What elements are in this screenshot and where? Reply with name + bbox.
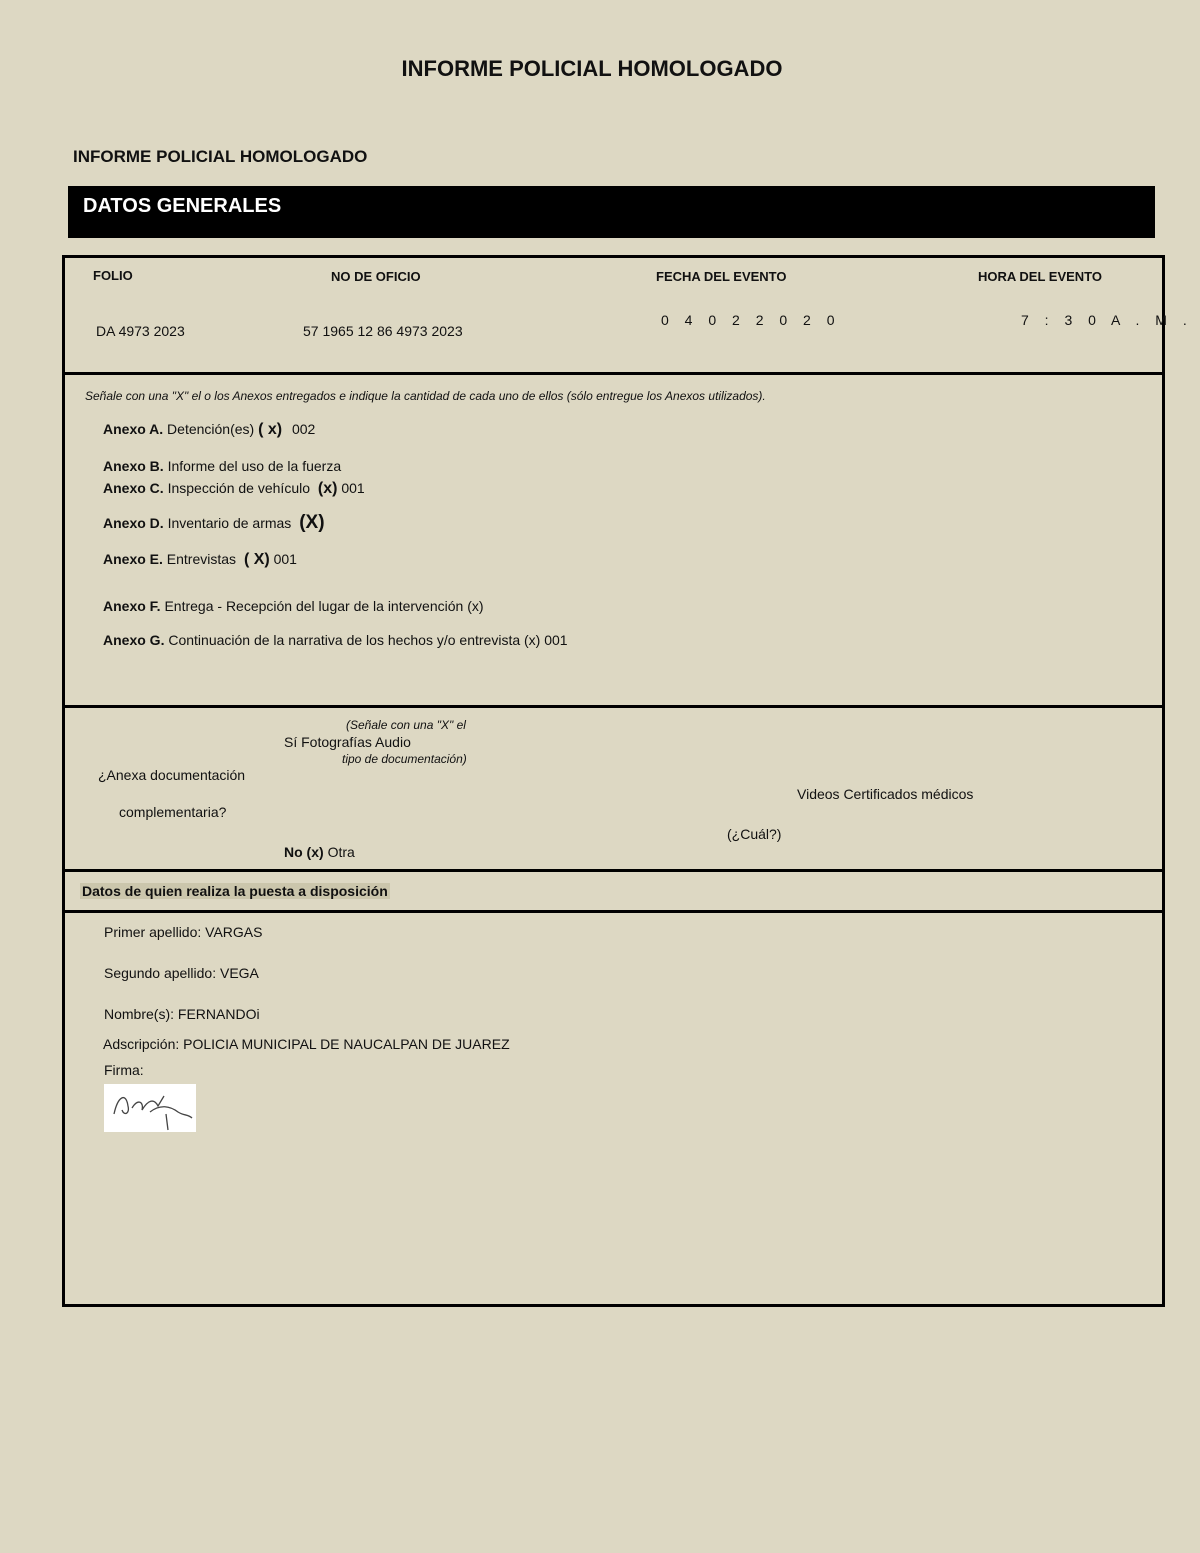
officer-assignment: Adscripción: POLICIA MUNICIPAL DE NAUCALPAN DE JUAREZ	[103, 1036, 510, 1052]
doc-other-option: Otra	[327, 844, 355, 860]
signature-scribble-icon	[104, 1084, 196, 1132]
annex-g	[103, 632, 568, 648]
annex-d-mark: (X)	[299, 512, 325, 533]
annex-e-qty: 001	[273, 551, 297, 567]
officer-first-surname: Primer apellido: VARGAS	[104, 924, 263, 940]
annex-e	[103, 551, 297, 569]
hora-value: 7 : 3 0 A . M .	[1021, 312, 1193, 328]
doc-which: (¿Cuál?)	[727, 826, 782, 842]
folio-label: FOLIO	[93, 268, 133, 283]
doc-options-line1: Sí Fotografías Audio	[284, 734, 411, 750]
officer-section-label-text: Datos de quien realiza la puesta a disposición	[82, 883, 388, 899]
document-title: INFORME POLICIAL HOMOLOGADO	[401, 56, 783, 81]
fecha-value: 0 4 0 2 2 0 2 0	[661, 312, 841, 328]
annex-d-text: Inventario de armas	[167, 515, 292, 531]
fecha-label: FECHA DEL EVENTO	[656, 269, 787, 284]
doc-question-line2: complementaria?	[119, 804, 227, 820]
doc-no-other	[284, 844, 355, 860]
doc-hint-line1: (Señale con una "X" el	[346, 718, 466, 732]
officer-second-surname: Segundo apellido: VEGA	[104, 965, 259, 981]
doc-no-option: No (x)	[284, 844, 324, 860]
annex-e-mark: ( X)	[243, 551, 270, 568]
annex-e-code: Anexo E.	[103, 551, 163, 567]
annex-a-mark: ( x)	[258, 421, 283, 438]
officer-names: Nombre(s): FERNANDOi	[104, 1006, 260, 1022]
annex-c	[103, 480, 365, 498]
annex-f	[103, 598, 484, 614]
doc-hint-line2: tipo de documentación)	[342, 752, 467, 766]
annex-g-code: Anexo G.	[103, 632, 165, 648]
section-banner-label: DATOS GENERALES	[83, 195, 282, 217]
oficio-label: NO DE OFICIO	[331, 269, 421, 284]
annex-c-mark: (x)	[317, 480, 338, 497]
signature-label: Firma:	[104, 1062, 144, 1078]
annexes-instruction: Señale con una "X" el o los Anexos entregados e indique la cantidad de cada uno de ellos (sólo entregue los Anexos utilizados).	[85, 389, 766, 403]
documentation-box	[62, 705, 1165, 872]
annex-a	[103, 421, 315, 439]
annex-a-code: Anexo A.	[103, 421, 164, 437]
doc-question-line1: ¿Anexa documentación	[98, 767, 246, 783]
annex-b-code: Anexo B.	[103, 458, 164, 474]
annex-a-qty: 002	[291, 421, 316, 437]
annex-b	[103, 458, 341, 474]
annex-c-code: Anexo C.	[103, 480, 164, 496]
officer-section-label	[80, 883, 390, 901]
hora-label: HORA DEL EVENTO	[978, 269, 1103, 284]
annex-e-text: Entrevistas	[166, 551, 237, 567]
annex-f-code: Anexo F.	[103, 598, 161, 614]
annex-b-text: Informe del uso de la fuerza	[167, 458, 342, 474]
annex-d	[103, 512, 325, 534]
annex-c-qty: 001	[341, 480, 365, 496]
annex-g-text: Continuación de la narrativa de los hechos y/o entrevista (x) 001	[168, 632, 568, 648]
oficio-value: 57 1965 12 86 4973 2023	[303, 323, 463, 339]
annex-f-text: Entrega - Recepción del lugar de la intervención (x)	[164, 598, 484, 614]
annex-c-text: Inspección de vehículo	[167, 480, 311, 496]
folio-value: DA 4973 2023	[96, 323, 185, 339]
annex-a-text: Detención(es)	[167, 421, 255, 437]
document-subtitle: INFORME POLICIAL HOMOLOGADO	[73, 147, 368, 166]
signature-image	[104, 1084, 196, 1132]
doc-options-line2: Videos Certificados médicos	[797, 786, 974, 802]
annex-d-code: Anexo D.	[103, 515, 164, 531]
